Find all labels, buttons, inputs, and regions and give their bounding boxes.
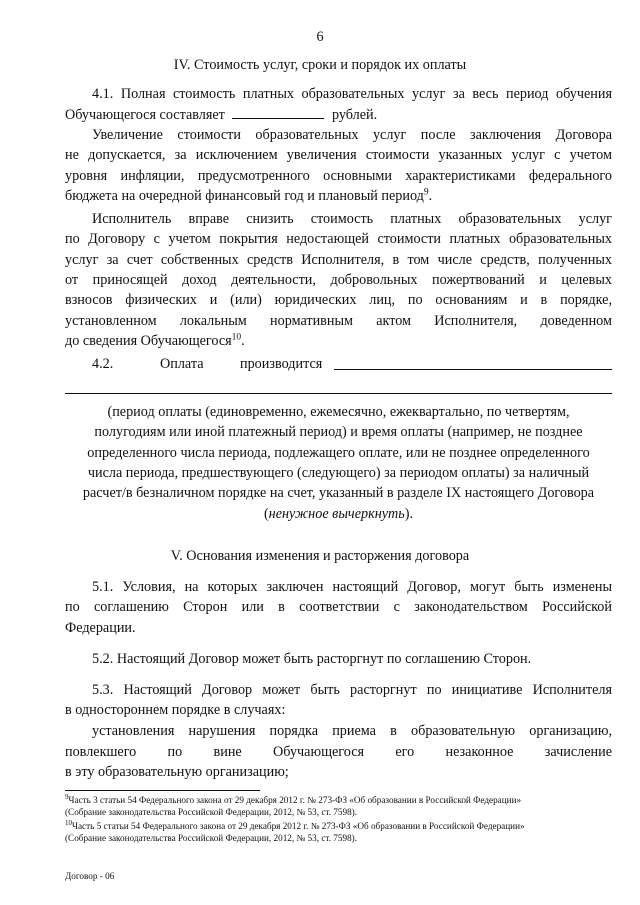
price-increase-line: Увеличение стоимости образовательных услуг после заключения Договора [92,126,612,143]
price-increase-last-line [65,186,612,206]
price-increase-line: уровня инфляции, предусмотренного основными характеристиками федерального [65,167,612,184]
clause-4-1-line: 4.1. Полная стоимость платных образовательных услуг за весь период обучения [92,86,612,103]
footnote-ref-9[interactable]: 9 [423,187,429,198]
payment-blank-field-2[interactable] [65,393,612,394]
discount-text: до сведения Обучающегося [65,333,232,349]
discount-line: услуг за счет собственных средств Исполнителя, в том числе средств, полученных [65,251,612,268]
punctuation: . [241,333,245,349]
footnote-10-cont [65,832,620,845]
discount-line: Исполнитель вправе снизить стоимость платных образовательных услуг [92,210,612,227]
footnote-9 [65,794,620,807]
page-number: 6 [316,29,324,46]
footnote-9-cont [65,806,620,819]
clause-4-2-number: 4.2. [92,356,114,372]
bracket: ( [263,505,269,522]
footnote-text: Часть 3 статьи 54 Федерального закона от 29 декабря 2012 г. № 273-ФЗ «Об образовании в Российской Федерации» [68,795,522,805]
clause-5-2: 5.2. Настоящий Договор может быть расторгнут по соглашению Сторон. [92,650,532,667]
footnote-ref-10[interactable]: 10 [231,332,242,343]
clause-4-2-word: производится [240,356,323,372]
termination-case-line: повлекшего по вине Обучающегося его незаконное зачисление [65,743,612,760]
clause-4-1-text: Обучающегося составляет [65,107,225,124]
price-increase-line: не допускается, за исключением увеличения стоимости указанных услуг с учетом [65,147,612,164]
bracket: ). [404,505,414,522]
clause-5-3-line: 5.3. Настоящий Договор может быть расторгнут по инициативе Исполнителя [92,681,612,698]
discount-line: от приносящей доход деятельности, добровольных пожертвований и целевых [65,271,612,288]
section-5-title: V. Основания изменения и расторжения договора [170,548,470,564]
footnote-text: (Собрание законодательства Российской Федерации, 2012, № 53, ст. 7598). [65,807,358,817]
footnote-mark: 10 [65,818,72,827]
payment-hint-line: (период оплаты (единовременно, ежемесячно, ежеквартально, по четвертям, [107,403,570,420]
payment-hint-note [65,504,612,524]
footnote-text: Часть 5 статьи 54 Федерального закона от 29 декабря 2012 г. № 273-ФЗ «Об образовании в Российской Федерации» [72,821,525,831]
discount-line: установленном локальным нормативным актом Исполнителя, доведенном [65,312,612,329]
clause-4-1-cost-line [65,104,612,125]
payment-hint-line: числа периода, предшествующего (следующего) за периодом оплаты) за наличный [87,464,590,481]
footnote-separator [65,790,260,791]
cost-blank-field[interactable] [232,104,324,119]
section-4-title: IV. Стоимость услуг, сроки и порядок их оплаты [173,56,467,73]
price-increase-text: бюджета на очередной финансовый год и плановый период [65,187,424,204]
termination-case-line: в эту образовательную организацию; [65,764,289,780]
discount-line: по Договору с учетом покрытия недостающей стоимости платных образовательных [65,231,612,248]
footnote-10 [65,820,620,833]
punctuation: . [428,187,433,204]
footnote-text: (Собрание законодательства Российской Федерации, 2012, № 53, ст. 7598). [65,833,358,843]
footer-label: Договор - 06 [65,871,115,881]
currency-label: рублей. [331,107,378,124]
clause-5-3-line: в одностороннем порядке в случаях: [65,702,286,718]
payment-blank-field[interactable] [334,369,612,370]
payment-hint-line: полугодиям или иной платежный период) и время оплаты (например, не позднее [94,424,583,441]
clause-5-1-line: Федерации. [65,619,136,636]
payment-hint-line: определенного числа периода, подлежащего оплате, или не позднее определенного [87,444,590,461]
payment-hint-line: расчет/в безналичном порядке на счет, указанный в разделе IX настоящего Договора [82,485,595,502]
clause-5-1-line: 5.1. Условия, на которых заключен настоящий Договор, могут быть изменены [92,579,612,595]
discount-last-line [65,331,612,351]
footnote-mark: 9 [65,792,69,801]
clause-5-1-line: по соглашению Сторон или в соответствии с законодательством Российской [65,599,612,616]
clause-4-2-word: Оплата [160,356,204,372]
strike-unneeded-note: ненужное вычеркнуть [268,505,405,522]
termination-case-line: установления нарушения порядка приема в образовательную организацию, [92,723,612,740]
discount-line: взносов физических и (или) юридических лиц, по основаниям и в порядке, [65,292,612,309]
